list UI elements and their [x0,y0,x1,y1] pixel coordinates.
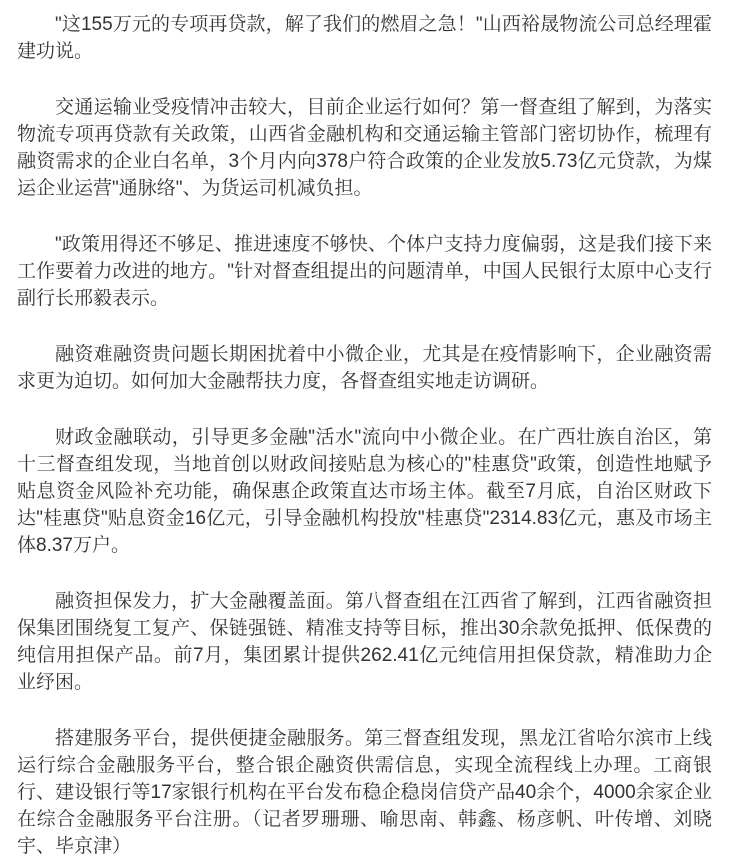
article-paragraph-transport-loans: 交通运输业受疫情冲击较大，目前企业运行如何？第一督查组了解到，为落实物流专项再贷款有关政策，山西省金融机构和交通运输主管部门密切协作，梳理有融资需求的企业白名单，3个月内向378户符合政策的企业发放5.73亿元贷款，为煤运企业运营"通脉络"、为货运司机减负担。 [17,97,712,199]
article-paragraph-jiangxi-guarantee: 融资担保发力，扩大金融覆盖面。第八督查组在江西省了解到，江西省融资担保集团围绕复工复产、保链强链、精准支持等目标，推出30余款免抵押、低保费的纯信用担保产品。前7月，集团累计提供262.41亿元纯信用担保贷款，精准助力企业纾困。 [17,591,712,693]
article-paragraph-quote-xingyi: "政策用得还不够足、推进速度不够快、个体户支持力度偏弱，这是我们接下来工作要着力改进的地方。"针对督查组提出的问题清单，中国人民银行太原中心支行副行长邢毅表示。 [17,234,712,309]
article-paragraph-quote-hongjiangong: "这155万元的专项再贷款，解了我们的燃眉之急！"山西裕晟物流公司总经理霍建功说。 [17,14,712,62]
article-paragraph-guihuidai: 财政金融联动，引导更多金融"活水"流向中小微企业。在广西壮族自治区，第十三督查组发现，当地首创以财政间接贴息为核心的"桂惠贷"政策，创造性地赋予贴息资金风险补充功能，确保惠企政策直达市场主体。截至7月底，自治区财政下达"桂惠贷"贴息资金16亿元，引导金融机构投放"桂惠贷"2314.83亿元，惠及市场主体8.37万户。 [17,427,712,556]
article-paragraph-financing-difficulty: 融资难融资贵问题长期困扰着中小微企业，尤其是在疫情影响下，企业融资需求更为迫切。如何加大金融帮扶力度，各督查组实地走访调研。 [17,344,712,392]
article-paragraph-service-platform: 搭建服务平台，提供便捷金融服务。第三督查组发现，黑龙江省哈尔滨市上线运行综合金融服务平台，整合银企融资供需信息，实现全流程线上办理。工商银行、建设银行等17家银行机构在平台发布稳企稳岗信贷产品40余个，4000余家企业在综合金融服务平台注册。（记者罗珊珊、喻思南、韩鑫、杨彦帆、叶传增、刘晓宇、毕京津） [17,728,712,857]
